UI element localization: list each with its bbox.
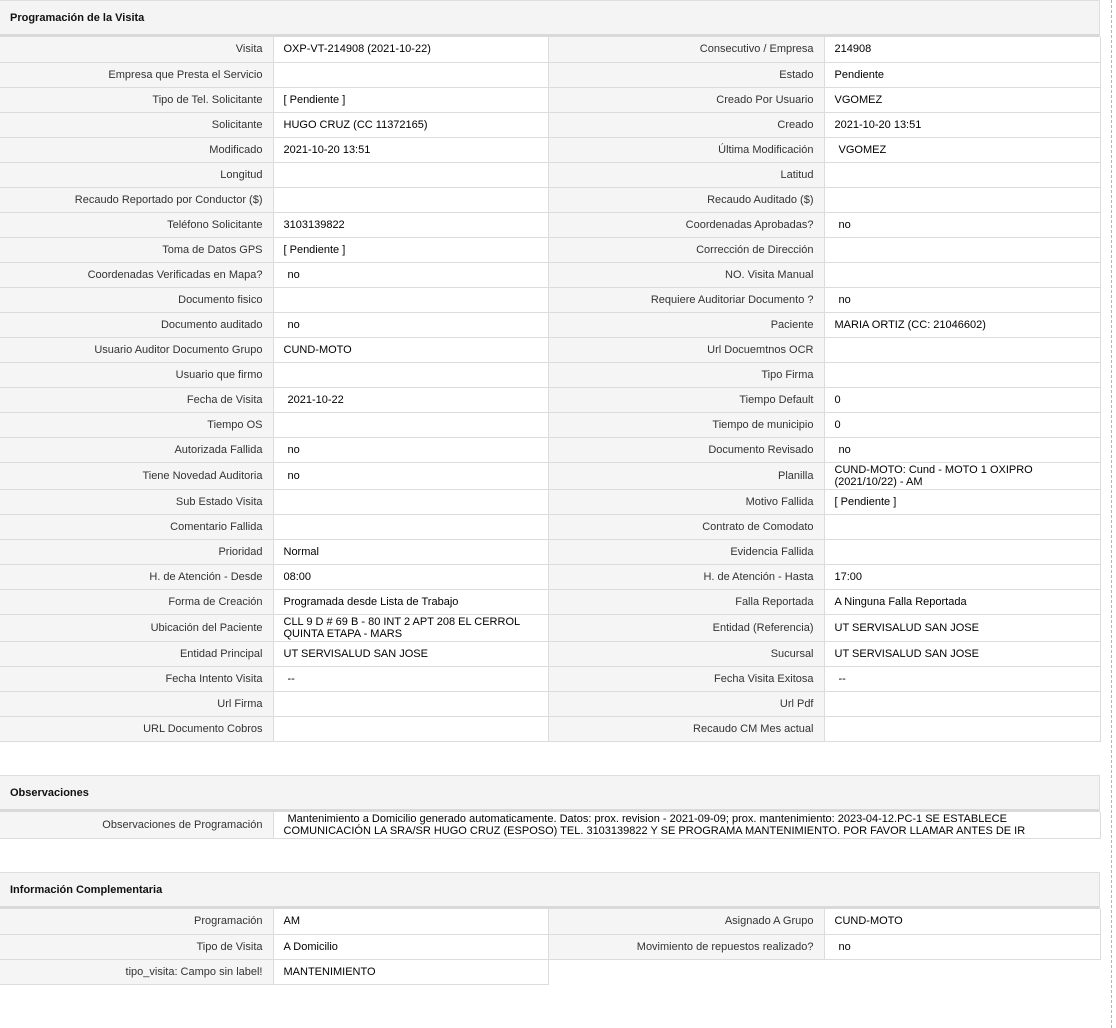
field-label: Forma de Creación bbox=[0, 589, 273, 614]
field-value bbox=[824, 716, 1100, 741]
field-value: no bbox=[824, 212, 1100, 237]
table-row bbox=[0, 589, 1100, 614]
section-title-complementaria: Información Complementaria bbox=[0, 872, 1100, 909]
field-value bbox=[824, 539, 1100, 564]
table-row bbox=[0, 934, 1100, 959]
field-value: HUGO CRUZ (CC 11372165) bbox=[273, 112, 548, 137]
field-label: Toma de Datos GPS bbox=[0, 237, 273, 262]
field-value bbox=[824, 187, 1100, 212]
field-label: tipo_visita: Campo sin label! bbox=[0, 960, 273, 985]
field-label: Url Firma bbox=[0, 691, 273, 716]
field-value: VGOMEZ bbox=[824, 87, 1100, 112]
field-value: UT SERVISALUD SAN JOSE bbox=[273, 641, 548, 666]
field-value: MANTENIMIENTO bbox=[273, 960, 548, 985]
field-label: Coordenadas Aprobadas? bbox=[548, 212, 824, 237]
field-label: Tipo de Tel. Solicitante bbox=[0, 87, 273, 112]
table-row bbox=[0, 909, 1100, 934]
field-value bbox=[273, 489, 548, 514]
field-value: 2021-10-20 13:51 bbox=[824, 112, 1100, 137]
field-label: Tipo de Visita bbox=[0, 934, 273, 959]
field-label: Tipo Firma bbox=[548, 362, 824, 387]
field-label: Documento auditado bbox=[0, 312, 273, 337]
field-value: -- bbox=[273, 666, 548, 691]
field-label: Url Docuemtnos OCR bbox=[548, 337, 824, 362]
field-label: Creado Por Usuario bbox=[548, 87, 824, 112]
table-row bbox=[0, 337, 1100, 362]
field-label: Movimiento de repuestos realizado? bbox=[548, 934, 824, 959]
field-label: Comentario Fallida bbox=[0, 514, 273, 539]
field-value bbox=[824, 691, 1100, 716]
observaciones-table bbox=[0, 812, 1101, 840]
table-row bbox=[0, 514, 1100, 539]
field-value: AM bbox=[273, 909, 548, 934]
table-row bbox=[0, 262, 1100, 287]
field-label: Motivo Fallida bbox=[548, 489, 824, 514]
field-label: Documento fisico bbox=[0, 287, 273, 312]
field-value: 0 bbox=[824, 412, 1100, 437]
field-label: Requiere Auditoriar Documento ? bbox=[548, 287, 824, 312]
table-row bbox=[0, 312, 1100, 337]
field-label: NO. Visita Manual bbox=[548, 262, 824, 287]
field-value: A Ninguna Falla Reportada bbox=[824, 589, 1100, 614]
field-label: Coordenadas Verificadas en Mapa? bbox=[0, 262, 273, 287]
programacion-table bbox=[0, 37, 1101, 742]
field-label: Autorizada Fallida bbox=[0, 437, 273, 462]
field-label: Evidencia Fallida bbox=[548, 539, 824, 564]
table-row bbox=[0, 62, 1100, 87]
field-value: Pendiente bbox=[824, 62, 1100, 87]
field-value: [ Pendiente ] bbox=[273, 237, 548, 262]
field-label: Sub Estado Visita bbox=[0, 489, 273, 514]
table-row bbox=[0, 187, 1100, 212]
section-title-programacion: Programación de la Visita bbox=[0, 0, 1100, 37]
field-value: no bbox=[273, 462, 548, 489]
field-label: Tiempo Default bbox=[548, 387, 824, 412]
field-label: H. de Atención - Desde bbox=[0, 564, 273, 589]
field-label: Programación bbox=[0, 909, 273, 934]
complementaria-table-last bbox=[0, 960, 549, 986]
field-value: CUND-MOTO bbox=[273, 337, 548, 362]
field-value bbox=[273, 362, 548, 387]
field-label: Contrato de Comodato bbox=[548, 514, 824, 539]
table-row bbox=[0, 539, 1100, 564]
field-value: UT SERVISALUD SAN JOSE bbox=[824, 614, 1100, 641]
field-label: Planilla bbox=[548, 462, 824, 489]
field-label: Sucursal bbox=[548, 641, 824, 666]
table-row bbox=[0, 462, 1100, 489]
field-value bbox=[273, 716, 548, 741]
table-row bbox=[0, 666, 1100, 691]
table-row bbox=[0, 437, 1100, 462]
field-value: MARIA ORTIZ (CC: 21046602) bbox=[824, 312, 1100, 337]
field-value bbox=[824, 237, 1100, 262]
field-value: 08:00 bbox=[273, 564, 548, 589]
field-value: Programada desde Lista de Trabajo bbox=[273, 589, 548, 614]
field-value: no bbox=[273, 262, 548, 287]
complementaria-table bbox=[0, 909, 1101, 960]
field-label: Prioridad bbox=[0, 539, 273, 564]
table-row bbox=[0, 387, 1100, 412]
table-row bbox=[0, 162, 1100, 187]
field-label: Teléfono Solicitante bbox=[0, 212, 273, 237]
field-value: 214908 bbox=[824, 37, 1100, 62]
field-value: no bbox=[273, 437, 548, 462]
field-label: Ubicación del Paciente bbox=[0, 614, 273, 641]
field-value: CLL 9 D # 69 B - 80 INT 2 APT 208 EL CERROL QUINTA ETAPA - MARS bbox=[273, 614, 548, 641]
field-label: Visita bbox=[0, 37, 273, 62]
field-label: H. de Atención - Hasta bbox=[548, 564, 824, 589]
table-row bbox=[0, 362, 1100, 387]
field-value: no bbox=[824, 437, 1100, 462]
field-value: 17:00 bbox=[824, 564, 1100, 589]
field-label: Modificado bbox=[0, 137, 273, 162]
field-value bbox=[824, 162, 1100, 187]
field-label: Asignado A Grupo bbox=[548, 909, 824, 934]
field-label: Observaciones de Programación bbox=[0, 812, 273, 839]
field-value: 2021-10-22 bbox=[273, 387, 548, 412]
field-label: Paciente bbox=[548, 312, 824, 337]
field-label: Recaudo Auditado ($) bbox=[548, 187, 824, 212]
field-value: no bbox=[273, 312, 548, 337]
field-value: no bbox=[824, 934, 1100, 959]
field-label: Creado bbox=[548, 112, 824, 137]
field-label: Latitud bbox=[548, 162, 824, 187]
table-row bbox=[0, 137, 1100, 162]
field-value: 2021-10-20 13:51 bbox=[273, 137, 548, 162]
field-value: Normal bbox=[273, 539, 548, 564]
field-value: 0 bbox=[824, 387, 1100, 412]
field-label: Documento Revisado bbox=[548, 437, 824, 462]
field-value bbox=[273, 162, 548, 187]
field-label: Longitud bbox=[0, 162, 273, 187]
field-value bbox=[824, 514, 1100, 539]
section-title-observaciones: Observaciones bbox=[0, 775, 1100, 812]
field-value bbox=[824, 362, 1100, 387]
field-label: Fecha Intento Visita bbox=[0, 666, 273, 691]
field-label: Consecutivo / Empresa bbox=[548, 37, 824, 62]
field-label: Fecha de Visita bbox=[0, 387, 273, 412]
field-label: Solicitante bbox=[0, 112, 273, 137]
field-value-observaciones: Mantenimiento a Domicilio generado automaticamente. Datos: prox. revision - 2021-09-09; prox. mantenimiento: 2023-04-12.PC-1 SE ESTABLECE COMUNICACIÓN LA SRA/SR HUGO CRUZ (ESPOSO) TEL. 3103139822 Y SE PROGRAMA MANTENIMIENTO. POR FAVOR LLAMAR ANTES DE IR bbox=[273, 812, 1100, 839]
field-value bbox=[273, 514, 548, 539]
field-label: Recaudo CM Mes actual bbox=[548, 716, 824, 741]
table-row bbox=[0, 641, 1100, 666]
table-row bbox=[0, 287, 1100, 312]
field-value: UT SERVISALUD SAN JOSE bbox=[824, 641, 1100, 666]
field-label: Corrección de Dirección bbox=[548, 237, 824, 262]
table-row bbox=[0, 691, 1100, 716]
table-row bbox=[0, 812, 1100, 839]
field-label: Url Pdf bbox=[548, 691, 824, 716]
field-label: Empresa que Presta el Servicio bbox=[0, 62, 273, 87]
field-value: CUND-MOTO bbox=[824, 909, 1100, 934]
field-value: [ Pendiente ] bbox=[824, 489, 1100, 514]
field-label: Entidad Principal bbox=[0, 641, 273, 666]
field-label: Tiene Novedad Auditoria bbox=[0, 462, 273, 489]
field-value: -- bbox=[824, 666, 1100, 691]
field-label: Tiempo de municipio bbox=[548, 412, 824, 437]
table-row bbox=[0, 412, 1100, 437]
table-row bbox=[0, 960, 548, 985]
field-value: OXP-VT-214908 (2021-10-22) bbox=[273, 37, 548, 62]
table-row bbox=[0, 87, 1100, 112]
field-label: Usuario Auditor Documento Grupo bbox=[0, 337, 273, 362]
field-value bbox=[273, 412, 548, 437]
table-row bbox=[0, 489, 1100, 514]
field-value: VGOMEZ bbox=[824, 137, 1100, 162]
field-label: Usuario que firmo bbox=[0, 362, 273, 387]
field-label: URL Documento Cobros bbox=[0, 716, 273, 741]
field-value: [ Pendiente ] bbox=[273, 87, 548, 112]
field-value: CUND-MOTO: Cund - MOTO 1 OXIPRO (2021/10/22) - AM bbox=[824, 462, 1100, 489]
field-value: A Domicilio bbox=[273, 934, 548, 959]
table-row bbox=[0, 212, 1100, 237]
table-row bbox=[0, 237, 1100, 262]
field-label: Última Modificación bbox=[548, 137, 824, 162]
table-row bbox=[0, 716, 1100, 741]
table-row bbox=[0, 614, 1100, 641]
field-label: Entidad (Referencia) bbox=[548, 614, 824, 641]
field-value bbox=[824, 262, 1100, 287]
table-row bbox=[0, 564, 1100, 589]
field-value bbox=[824, 337, 1100, 362]
dashed-divider bbox=[1111, 0, 1112, 1028]
table-row bbox=[0, 112, 1100, 137]
field-label: Falla Reportada bbox=[548, 589, 824, 614]
field-label: Estado bbox=[548, 62, 824, 87]
table-row bbox=[0, 37, 1100, 62]
field-value bbox=[273, 287, 548, 312]
field-value bbox=[273, 62, 548, 87]
field-label: Fecha Visita Exitosa bbox=[548, 666, 824, 691]
field-value bbox=[273, 187, 548, 212]
field-value: 3103139822 bbox=[273, 212, 548, 237]
field-value: no bbox=[824, 287, 1100, 312]
field-label: Recaudo Reportado por Conductor ($) bbox=[0, 187, 273, 212]
field-label: Tiempo OS bbox=[0, 412, 273, 437]
field-value bbox=[273, 691, 548, 716]
